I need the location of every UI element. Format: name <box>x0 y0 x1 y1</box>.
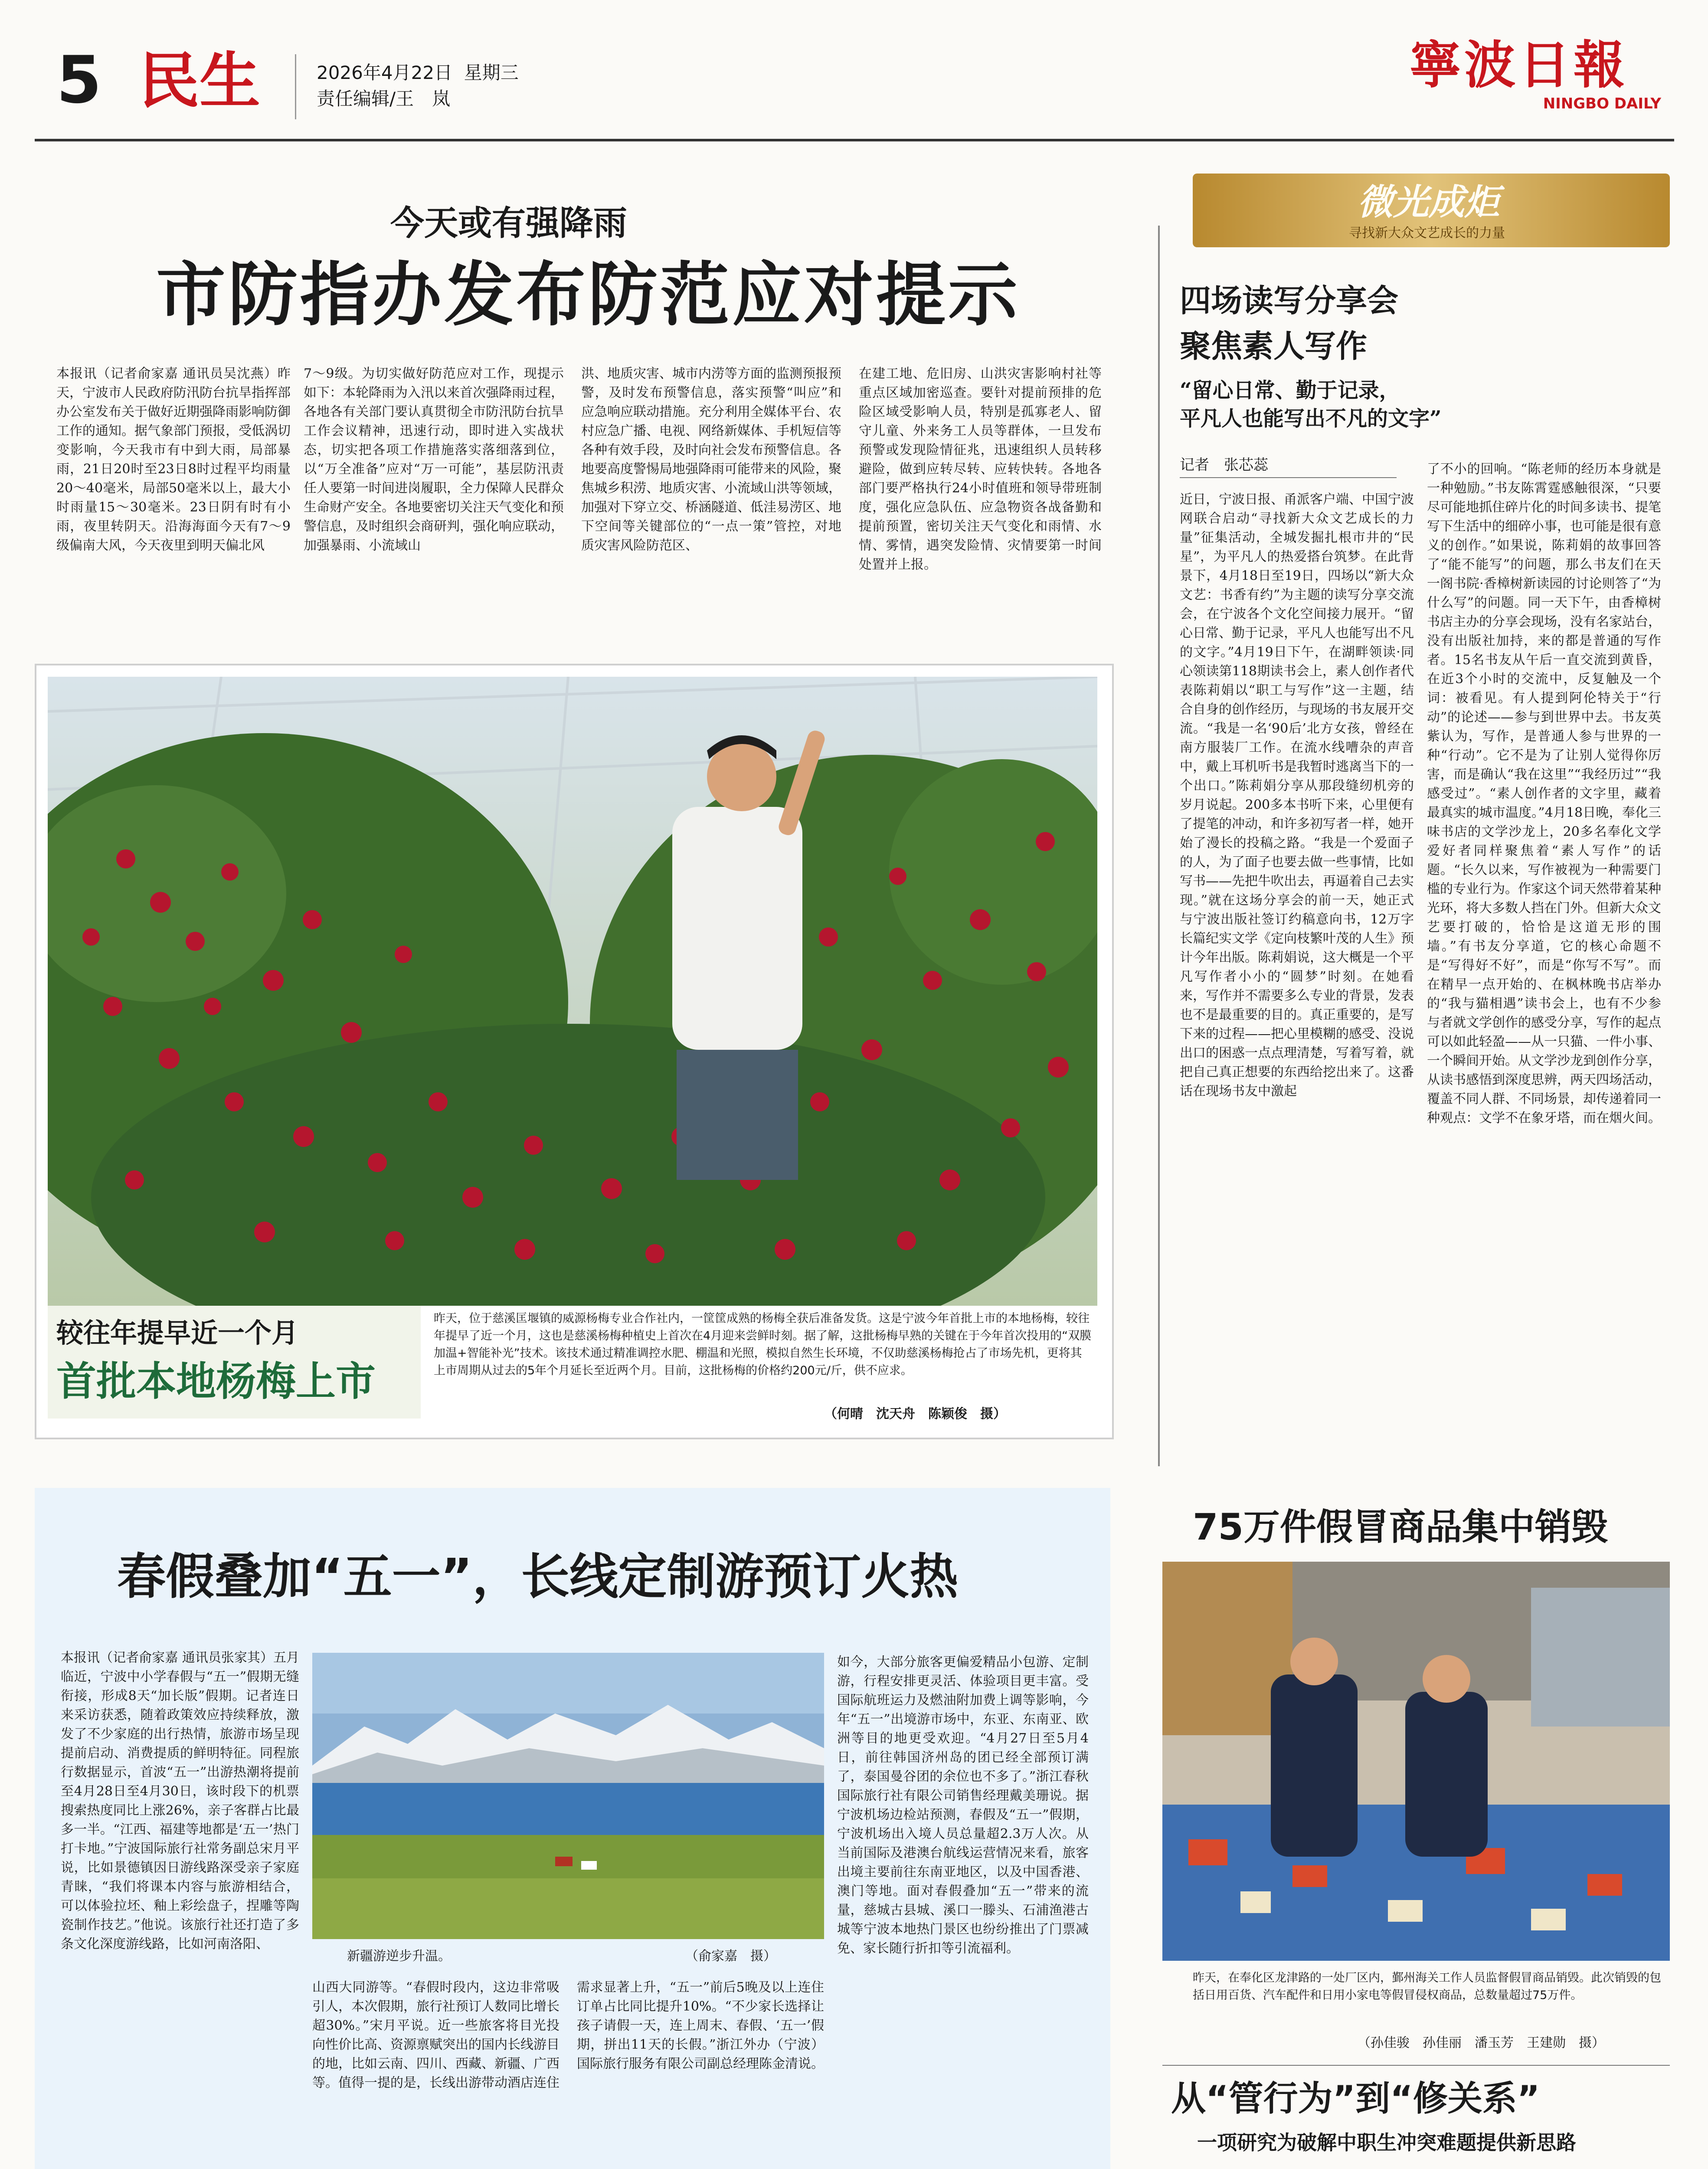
photo-title: 首批本地杨梅上市 <box>56 1358 376 1405</box>
feature-subtitle-2: 平凡人也能写出不凡的文字” <box>1180 406 1442 431</box>
customs-divider <box>1162 2065 1670 2066</box>
lead-col-2: 7～9级。为切实做好防范应对工作，现提示如下：本轮降雨为入汛以来首次强降雨过程，各地各有关部门要认真贯彻全市防汛防台抗旱工作会议精神，迅速行动，即时进入实战状态，切实把各项工作措施落实落细落到位，以“万全准备”应对“万一可能”，基层防汛责任人要第一时间进岗履职，全力保障人民群众生命财产安全。各地要密切关注天气变化和预警信息，及时组织会商研判，强化响应联动，加强暴雨、小流域山 <box>304 366 564 553</box>
lead-col-1: 本报讯（记者俞家嘉 通讯员吴沈燕）昨天，宁波市人民政府防汛防台抗旱指挥部办公室发布关于做好近期强降雨影响防御工作的通知。据气象部门预报，受低涡切变影响，今天我市有中到大雨，局部暴雨，21日20时至23日8时过程平均雨量20～40毫米，局部50毫米以上，最大小时雨量15～30毫米。23日阴有时有小雨，夜里转阴天。沿海海面今天有7～9级偏南大风，今天夜里到明天偏北风 <box>56 366 291 553</box>
header-divider <box>295 54 296 119</box>
photo-sub: 较往年提早近一个月 <box>56 1317 299 1349</box>
xinjiang-photo <box>312 1653 824 1939</box>
lead-col-4: 在建工地、危旧房、山洪灾害影响村社等重点区域加密巡查。要针对提前预排的危险区域受影响人员，特别是孤寡老人、留守儿童、外来务工人员等群体，一旦发布预警或发现险情征兆，迅速组织人员转移避险，做到应转尽转、应转快转。各地各部门要严格执行24小时值班和领导带班制度，强化应急队伍、应急物资各战备勤和提前预置，密切关注天气变化和雨情、水情、雾情，遇突发险情、灾情要第一时间处置并上报。 <box>859 366 1102 572</box>
feature-title-1: 四场读写分享会 <box>1180 282 1399 319</box>
logo-en: NINGBO DAILY <box>1543 95 1661 112</box>
bayberry-photo <box>48 677 1097 1306</box>
customs-credit: （孙佳骏 孙佳丽 潘玉芳 王建勋 摄） <box>1358 2035 1605 2051</box>
feature-subtitle-1: “留心日常、勤于记录， <box>1180 378 1400 403</box>
feature-banner <box>1193 174 1670 247</box>
section-name: 民生 <box>139 46 261 117</box>
logo-text: 寧波日報 <box>1410 35 1629 95</box>
issue-date <box>317 61 519 85</box>
photo-caption: 昨天，位于慈溪匡堰镇的威源杨梅专业合作社内，一筐筐成熟的杨梅全获后准备发货。这是宁波今年首批上市的本地杨梅，较往年提早了近一个月，这也是慈溪杨梅种植史上首次在4月迎来尝鲜时刻。据了解，这批杨梅早熟的关键在于今年首次投用的“双膜加温+智能补光”技术。该技术通过精准调控水肥、棚温和光照，模拟自然生长环境，不仅助慈溪杨梅抢占了市场先机，更将其上市周期从过去的5年个月延长至近两个月。目前，这批杨梅的价格约200元/斤，供不应求。 <box>434 1312 1092 1377</box>
xinjiang-credit: （俞家嘉 摄） <box>685 1949 776 1964</box>
weekday-text: 星期三 <box>464 62 519 83</box>
newspaper-logo <box>1410 37 1661 119</box>
travel-col-3: 如今，大部分旅客更偏爱精品小包游、定制游，行程安排更灵活、体验项目更丰富。受国际航班运力及燃油附加费上调等影响，今年“五一”出境游市场中，东亚、东南亚、欧洲等目的地更受欢迎。“4月27日至5月4日，前往韩国济州岛的团已经全部预订满了，泰国曼谷团的余位也不多了。”浙江春秋国际旅行社有限公司销售经理戴美珊说。据宁波机场边检站预测，春假及“五一”假期，宁波机场出入境人员总量超2.3万人次。从当前国际及港澳台航线运营情况来看，旅客出境主要前往东南亚地区，以及中国香港、澳门等地。面对春假叠加“五一”带来的流量，慈城古县城、溪口一滕头、石浦渔港古城等宁波本地热门景区也纷纷推出了门票减免、家长随行折扣等引流福利。 <box>837 1655 1089 1956</box>
feature-title-2: 聚焦素人写作 <box>1180 328 1368 364</box>
feature-left-rule <box>1158 226 1160 1466</box>
counterfeit-goods-illustration <box>1162 1562 1670 1961</box>
date-text: 2026年4月22日 <box>317 62 453 83</box>
page-number: 5 <box>56 43 102 118</box>
customs-photo <box>1162 1562 1670 1961</box>
editor-credit: 责任编辑/王 岚 <box>317 88 451 109</box>
travel-title: 春假叠加“五一”，长线定制游预订火热 <box>117 1549 959 1605</box>
feature-byline-rule <box>1180 477 1397 478</box>
bayberry-greenhouse-illustration <box>48 677 1097 1306</box>
edu-title: 从“管行为”到“修关系” <box>1171 2078 1540 2119</box>
lead-kicker: 今天或有强降雨 <box>390 203 628 243</box>
banner-title: 微光成炬 <box>1358 181 1500 223</box>
lead-col-3: 洪、地质灾害、城市内涝等方面的监测预报预警，及时发布预警信息，落实预警“叫应”和应急响应联动措施。充分利用全媒体平台、农村应急广播、电视、网络新媒体、手机短信等各种有效手段，及时向社会发布预警信息。各地要高度警惕局地强降雨可能带来的风险，聚焦城乡积涝、地质灾害、小流域山洪等领域，加强对下穿立交、桥涵隧道、低洼易涝区、地下空间等关键部位的“一点一策”管控，对地质灾害风险防范区、 <box>581 366 841 553</box>
feature-col-1: 近日，宁波日报、甬派客户端、中国宁波网联合启动“寻找新大众文艺成长的力量”征集活动，全城发掘扎根市井的“民星”，为平凡人的热爱搭台筑梦。在此背景下，4月18日至19日，四场以“新大众文艺：书香有约”为主题的读写分享交流会，在宁波各个文化空间接力展开。“留心日常、勤于记录，平凡人也能写出不凡的文字。”4月19日下午，在湖畔领读·同心领读第118期读书会上，素人创作者代表陈莉娟以“职工与写作”这一主题，结合自身的创作经历，与现场的书友展开交流。“我是一名‘90后’北方女孩，曾经在南方服装厂工作。在流水线嘈杂的声音中，戴上耳机听书是我暂时逃离当下的一个出口。”陈莉娟分享从那段缝纫机旁的岁月说起。200多本书听下来，心里便有了提笔的冲动，和许多初写者一样，她开始了漫长的投稿之路。“我是一个爱面子的人，为了面子也要去做一些事情，比如写书——先把牛吹出去，再逼着自己去实现。”就在这场分享会的前一天，她正式与宁波出版社签订约稿意向书，12万字长篇纪实文学《定向枝繁叶茂的人生》预计今年出版。陈莉娟说，这大概是一个平凡写作者小小的“圆梦”时刻。在她看来，写作并不需要多么专业的背景，发表也不是最重要的目的。真正重要的，是写下来的过程——把心里模糊的感受、没说出口的困惑一点点理清楚，写着写着，就把自己真正想要的东西给挖出来了。这番话在现场书友中激起 <box>1180 492 1414 1099</box>
header-rule <box>35 139 1674 141</box>
feature-col-2: 了不小的回响。“陈老师的经历本身就是一种勉励。”书友陈霄霆感触很深，“只要尽可能地抓住碎片化的时间多读书、提笔写下生活中的细碎小事，也可能是很有意义的创作。”如果说，陈莉娟的故事回答了“能不能写”的问题，那么书友们在天一阁书院·香樟树新读园的讨论则答了“为什么写”的问题。同一天下午，由香樟树书店主办的分享会现场，没有名家站台，没有出版社加持，来的都是普通的写作者。15名书友从午后一直交流到黄昏，在近3个小时的交流中，反复触及一个词：被看见。有人提到阿伦特关于“行动”的论述——参与到世界中去。书友英紫认为，写作，是普通人参与世界的一种“行动”。它不是为了让别人觉得你厉害，而是确认“我在这里”“我经历过”“我感受过”。“素人创作者的文字里，藏着最真实的城市温度。”4月18日晚，奉化三味书店的文学沙龙上，20多名奉化文学爱好者同样聚焦着“素人写作”的话题。“长久以来，写作被视为一种需要门槛的专业行为。作家这个词天然带着某种光环，将大多数人挡在门外。但新大众文艺要打破的，恰恰是这道无形的围墙。”有书友分享道，它的核心命题不是“写得好不好”，而是“你写不写”。而在精早一点开始的、在枫林晚书店举办的“我与猫相遇”读书会上，也有不少参与者就文学创作的感受分享，写作的起点可以如此轻盈——从一只猫、一件小事、一个瞬间开始。从文学沙龙到创作分享，从读书感悟到深度思辨，两天四场活动，覆盖不同人群、不同场景，却传递着同一种观点：文学不在象牙塔，而在烟火间。 <box>1427 462 1661 1126</box>
travel-col-2: 山西大同游等。“春假时段内，这边非常吸引人，本次假期，旅行社预订人数同比增长超30%。”宋月平说。近一些旅客将目光投向性价比高、资源禀赋突出的国内长线游目的地，比如云南、四川、西藏、新疆、广西等。值得一提的是，长线出游带动酒店连住需求显著上升，“五一”前后5晚及以上连住订单占比同比提升10%。“不少家长选择让孩子请假一天，连上周末、春假、‘五一’假期，拼出11天的长假。”浙江外办（宁波）国际旅行服务有限公司副总经理陈金清说。 <box>312 1980 824 2090</box>
feature-byline: 记者 张芯蕊 <box>1180 456 1268 474</box>
photo-credit: （何晴 沈天舟 陈颖俊 摄） <box>824 1406 1006 1422</box>
customs-title: 75万件假冒商品集中销毁 <box>1193 1506 1608 1548</box>
xinjiang-caption: 新疆游逆步升温。 <box>347 1949 451 1964</box>
lead-title: 市防指办发布防范应对提示 <box>156 254 1021 335</box>
lake-mountain-illustration <box>312 1653 824 1939</box>
banner-sub: 寻找新大众文艺成长的力量 <box>1349 226 1505 241</box>
edu-subtitle: 一项研究为破解中职生冲突难题提供新思路 <box>1197 2131 1576 2154</box>
photo-headline-box <box>48 1306 421 1419</box>
customs-caption: 昨天，在奉化区龙津路的一处厂区内，鄞州海关工作人员监督假冒商品销毁。此次销毁的包括日用百货、汽车配件和日用小家电等假冒侵权商品，总数量超过75万件。 <box>1193 1971 1661 2002</box>
travel-col-1: 本报讯（记者俞家嘉 通讯员张家其）五月临近，宁波中小学春假与“五一”假期无缝衔接，形成8天“加长版”假期。记者连日来采访获悉，随着政策效应持续释放，激发了不少家庭的出行热情，旅游市场呈现提前启动、消费提质的鲜明特征。同程旅行数据显示，首波“五一”出游热潮将提前至4月28日至4月30日，该时段下的机票搜索热度同比上涨26%，亲子客群占比最多一半。“江西、福建等地都是‘五一’热门打卡地。”宁波国际旅行社常务副总宋月平说，比如景德镇因日游线路深受亲子家庭青睐，“我们将课本内容与旅游相结合，可以体验拉坯、釉上彩绘盘子，捏雕等陶瓷制作技艺。”他说。该旅行社还打造了多条文化深度游线路，比如河南洛阳、 <box>61 1650 299 1952</box>
